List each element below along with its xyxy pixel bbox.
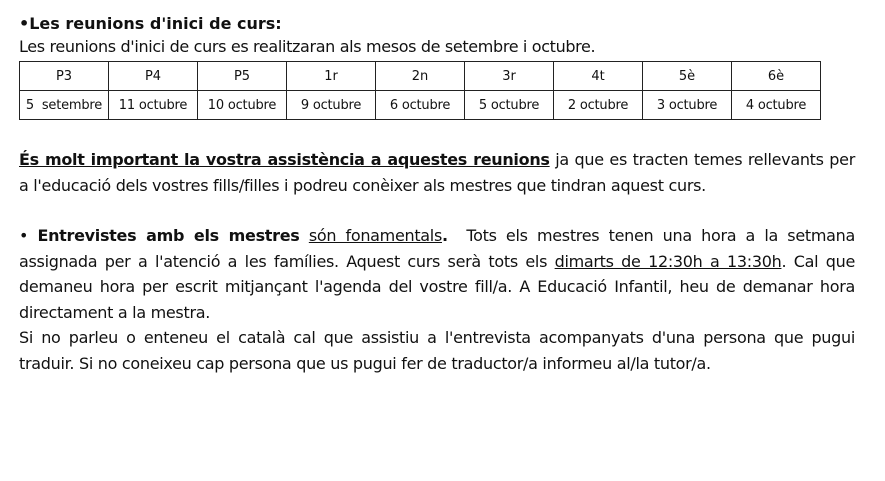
table-header-cell: P4 xyxy=(109,62,198,91)
importance-emphasis: És molt important la vostra assistència a aquestes reunions xyxy=(19,150,550,169)
table-cell-date: 2 octubre xyxy=(554,91,643,120)
importance-text: ja que es tracten temes rellevants per a l'educació dels vostres fills/filles i podreu conèixer als mestres que tindran aquest curs. xyxy=(19,150,855,195)
section-title: Les reunions d'inici de curs: xyxy=(29,14,282,33)
period-text: . xyxy=(442,226,448,245)
meetings-intro: Les reunions d'inici de curs es realitzaran als mesos de setembre i octubre. xyxy=(19,37,596,56)
interviews-text-2: . Cal que demaneu hora per escrit mitjançant l'agenda del vostre fill/a. A Educació Infantil, heu de demanar hora directament a la mestra. xyxy=(19,251,856,322)
table-header-cell: 1r xyxy=(287,62,376,91)
table-header-cell: 5è xyxy=(643,62,732,91)
table-header-cell: P3 xyxy=(20,62,109,91)
fonamentals-text: són fonamentals xyxy=(308,226,442,245)
table-header-cell: 6è xyxy=(732,62,821,91)
importance-paragraph xyxy=(19,147,855,198)
table-header-cell: 3r xyxy=(465,62,554,91)
table-header-cell: P5 xyxy=(198,62,287,91)
table-cell-date: 9 octubre xyxy=(287,91,376,120)
section-heading-meetings xyxy=(19,12,855,36)
interviews-title: Entrevistes amb els mestres xyxy=(37,226,300,245)
table-header-row xyxy=(20,62,821,91)
meetings-schedule-table xyxy=(19,61,821,120)
bullet-icon: • xyxy=(19,226,38,245)
table-cell-date: 3 octubre xyxy=(643,91,732,120)
table-cell-date: 5 setembre xyxy=(20,91,109,120)
spacer-text xyxy=(300,226,309,245)
bullet-icon: • xyxy=(19,14,30,33)
table-header-cell: 4t xyxy=(554,62,643,91)
table-cell-date: 4 octubre xyxy=(732,91,821,120)
table-header-cell: 2n xyxy=(376,62,465,91)
document-page xyxy=(19,12,860,376)
interviews-text-1: Tots els mestres tenen una hora a la setmana assignada per a l'atenció a les famílies. Aquest curs serà tots els xyxy=(19,226,860,271)
translation-note-paragraph: Si no parleu o enteneu el català cal que assistiu a l'entrevista acompanyats d'una persona que pugui traduir. Si no coneixeu cap persona que us pugui fer de traductor/a informeu al/la tutor/a. xyxy=(19,328,855,373)
table-cell-date: 6 octubre xyxy=(376,91,465,120)
table-cell-date: 10 octubre xyxy=(198,91,287,120)
interviews-paragraph xyxy=(19,223,860,325)
interview-schedule-time: dimarts de 12:30h a 13:30h xyxy=(554,251,782,271)
table-row xyxy=(20,91,821,120)
table-cell-date: 11 octubre xyxy=(109,91,198,120)
table-cell-date: 5 octubre xyxy=(465,91,554,120)
